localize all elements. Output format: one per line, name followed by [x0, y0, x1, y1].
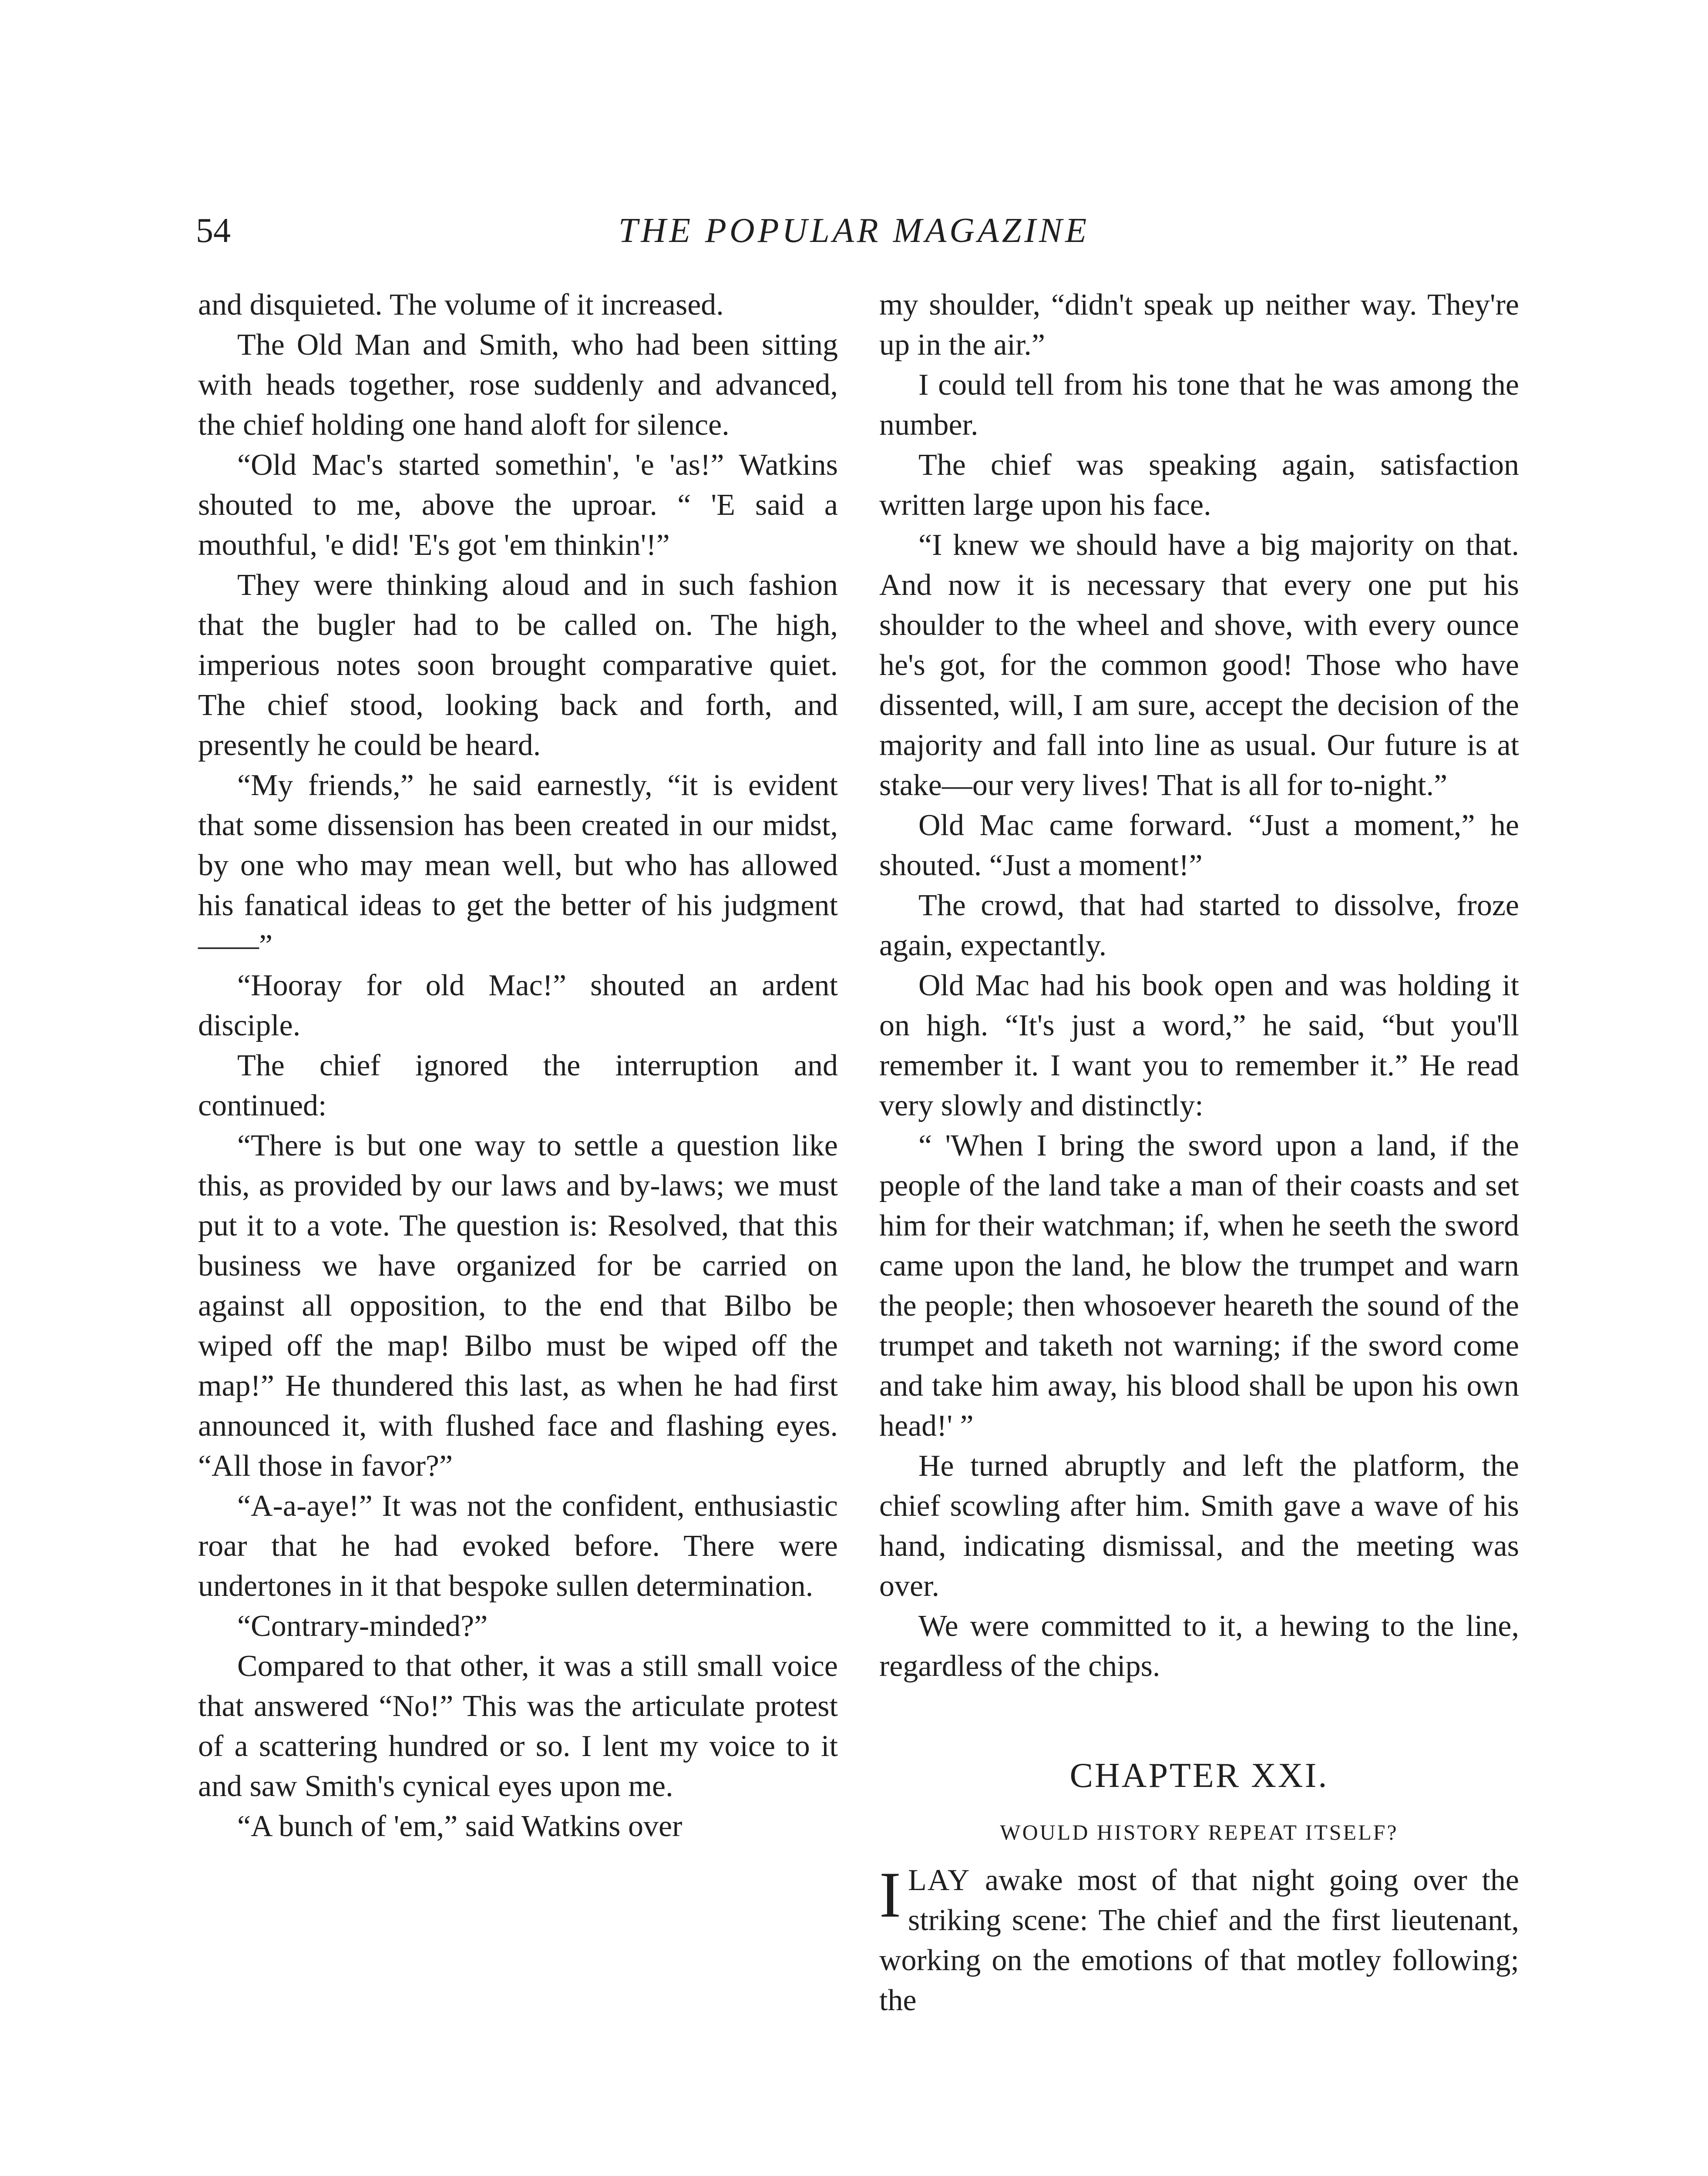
- paragraph: The crowd, that had started to dissolve, froze again, expectantly.: [879, 889, 1519, 962]
- paragraph: We were committed to it, a hewing to the line, regardless of the chips.: [879, 1609, 1519, 1683]
- paragraph: The chief was speaking again, satisfaction written large upon his face.: [879, 448, 1519, 522]
- paragraph: Old Mac had his book open and was holding it on high. “It's just a word,” he said, “but you'll remember it. I want you to remember it.” He read very slowly and distinctly:: [879, 969, 1519, 1122]
- opening-text: awake most of that night going over the striking scene: The chief and the first lieutenant, working on the emotions of that motley following; the: [879, 1864, 1519, 2017]
- paragraph: Old Mac came forward. “Just a moment,” he shouted. “Just a moment!”: [879, 809, 1519, 882]
- paragraph: “Contrary-minded?”: [237, 1609, 488, 1643]
- paragraph: “I knew we should have a big majority on that. And now it is necessary that every one put his shoulder to the wheel and shove, with every ounce he's got, for the common good! Those who have dissented, will, I am sure, accept the decision of the majority and fall into line as usual. Our future is at stake—our very lives! That is all for to-night.”: [879, 528, 1519, 802]
- paragraph: “There is but one way to settle a question like this, as provided by our laws and by-laws; we must put it to a vote. The question is: Resolved, that this business we have organized for be carried on against all opposition, to the end that Bilbo be wiped off the map! Bilbo must be wiped off the map!” He thundered this last, as when he had first announced it, with flushed face and flashing eyes. “All those in favor?”: [198, 1129, 838, 1483]
- chapter-opening-paragraph: [879, 1860, 1519, 2021]
- opening-lead-word: LAY: [908, 1864, 971, 1897]
- left-column: [198, 285, 838, 1847]
- paragraph: my shoulder, “didn't speak up neither way. They're up in the air.”: [879, 288, 1519, 362]
- running-title: THE POPULAR MAGAZINE: [618, 212, 1090, 250]
- paragraph: “A bunch of 'em,” said Watkins over: [237, 1810, 683, 1843]
- paragraph: I could tell from his tone that he was among the number.: [879, 368, 1519, 442]
- drop-cap: I: [879, 1859, 901, 1931]
- paragraph: “Hooray for old Mac!” shouted an ardent disciple.: [198, 969, 838, 1042]
- paragraph: Compared to that other, it was a still small voice that answered “No!” This was the articulate protest of a scattering hundred or so. I lent my voice to it and saw Smith's cynical eyes upon me.: [198, 1649, 838, 1803]
- right-column: [879, 285, 1519, 2021]
- paragraph: and disquieted. The volume of it increased.: [198, 288, 724, 322]
- paragraph: They were thinking aloud and in such fashion that the bugler had to be called on. The high, imperious notes soon brought comparative quiet. The chief stood, looking back and forth, and presently he could be heard.: [198, 568, 838, 762]
- chapter-title: CHAPTER XXI.: [1069, 1756, 1329, 1795]
- page-number: 54: [196, 212, 231, 250]
- paragraph: “A-a-aye!” It was not the confident, enthusiastic roar that he had evoked before. There were undertones in it that bespoke sullen determination.: [198, 1489, 838, 1603]
- chapter-subtitle: WOULD HISTORY REPEAT ITSELF?: [1000, 1820, 1399, 1844]
- paragraph: “Old Mac's started somethin', 'e 'as!” Watkins shouted to me, above the uproar. “ 'E said a mouthful, 'e did! 'E's got 'em thinkin'!”: [198, 448, 838, 562]
- paragraph: The Old Man and Smith, who had been sitting with heads together, rose suddenly and advanced, the chief holding one hand aloft for silence.: [198, 328, 838, 442]
- paragraph: The chief ignored the interruption and continued:: [198, 1049, 838, 1122]
- paragraph: He turned abruptly and left the platform, the chief scowling after him. Smith gave a wave of his hand, indicating dismissal, and the meeting was over.: [879, 1449, 1519, 1603]
- paragraph: “ 'When I bring the sword upon a land, if the people of the land take a man of their coasts and set him for their watchman; if, when he seeth the sword came upon the land, he blow the trumpet and warn the people; then whosoever heareth the sound of the trumpet and taketh not warning; if the sword come and take him away, his blood shall be upon his own head!' ”: [879, 1129, 1519, 1443]
- page-header: [0, 205, 1708, 265]
- paragraph: “My friends,” he said earnestly, “it is evident that some dissension has been created in our midst, by one who may mean well, but who has allowed his fanatical ideas to get the better of his judgment——”: [198, 769, 838, 962]
